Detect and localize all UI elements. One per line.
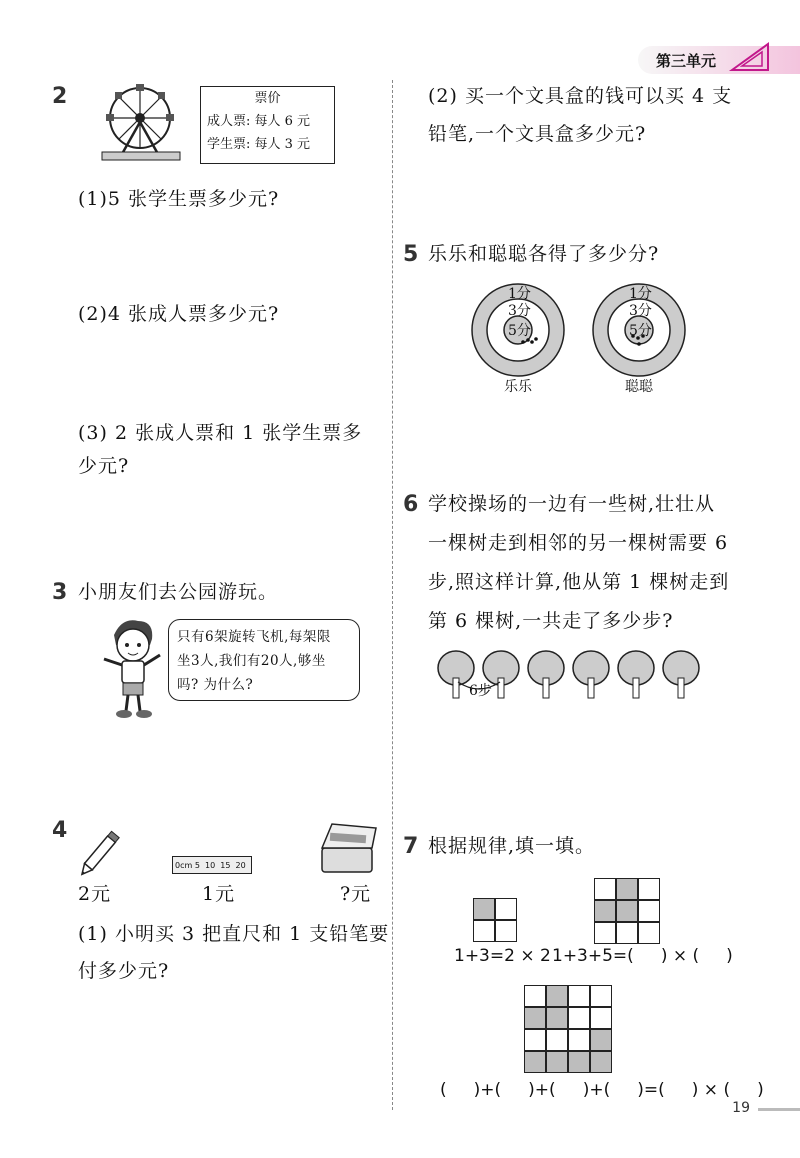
q7-text: 根据规律,填一填。 — [428, 835, 596, 857]
q2-part-3: (3) 2 张成人票和 1 张学生票多 — [78, 422, 363, 444]
tree-icon — [663, 651, 699, 698]
adult-ticket-price: 成人票: 每人 6 元 — [207, 114, 311, 129]
congcong-ring-3: 3分 — [629, 303, 652, 319]
ruler-price: 1元 — [202, 883, 236, 905]
price-box-title: 票价 — [254, 91, 281, 106]
q6-line-3: 步,照这样计算,他从第 1 棵树走到 — [428, 571, 730, 593]
bubble-line-2: 坐3人,我们有20人,够坐 — [177, 653, 326, 669]
q2-part-3-cont: 少元? — [78, 455, 130, 477]
q3-text: 小朋友们去公园游玩。 — [78, 581, 279, 603]
ticket-price-box — [200, 86, 335, 164]
pencil-case-price: ?元 — [340, 883, 372, 905]
pencil-case-icon — [316, 820, 378, 878]
ferris-wheel-icon — [100, 82, 184, 162]
grid-3x3 — [594, 878, 660, 944]
q4-part-1-cont: 付多少元? — [78, 960, 170, 982]
question-6-number: 6 — [403, 492, 419, 517]
grid-2x2 — [473, 898, 517, 942]
q5-text: 乐乐和聪聪各得了多少分? — [428, 243, 660, 265]
bubble-line-3: 吗? 为什么? — [177, 677, 254, 693]
q6-line-4: 第 6 棵树,一共走了多少步? — [428, 610, 674, 632]
ruler-icon: 0cm 5 10 15 20 — [172, 856, 252, 874]
pencil-icon — [76, 826, 128, 878]
question-2-number: 2 — [52, 84, 68, 109]
lele-ring-3: 3分 — [508, 303, 531, 319]
question-5-number: 5 — [403, 242, 419, 267]
q4-part-2-cont: 铅笔,一个文具盒多少元? — [428, 123, 647, 145]
lele-ring-5: 5分 — [508, 323, 531, 339]
page-number-rule — [758, 1108, 800, 1111]
page-number: 19 — [732, 1100, 750, 1116]
speech-bubble — [168, 619, 360, 701]
tree-icon — [573, 651, 609, 698]
lele-name: 乐乐 — [504, 379, 532, 395]
triangle-ruler-icon — [728, 40, 772, 74]
congcong-ring-1: 1分 — [629, 286, 652, 302]
tree-icon — [528, 651, 564, 698]
boy-figure-icon — [92, 615, 172, 720]
student-ticket-price: 学生票: 每人 3 元 — [207, 137, 311, 152]
q6-line-2: 一棵树走到相邻的另一棵树需要 6 — [428, 532, 729, 554]
q4-part-2: (2) 买一个文具盒的钱可以买 4 支 — [428, 85, 733, 107]
bubble-line-1: 只有6架旋转飞机,每架限 — [177, 629, 331, 645]
congcong-ring-5: 5分 — [629, 323, 652, 339]
formula-1: 1+3=2 × 2 — [454, 946, 551, 966]
tree-icon — [618, 651, 654, 698]
q6-line-1: 学校操场的一边有一些树,壮壮从 — [428, 493, 716, 515]
q4-part-1: (1) 小明买 3 把直尺和 1 支铅笔要 — [78, 923, 390, 945]
pencil-price: 2元 — [78, 883, 112, 905]
step-label: 6步 — [469, 683, 492, 699]
q2-part-2: (2)4 张成人票多少元? — [78, 303, 280, 325]
formula-2: 1+3+5=( ) × ( ) — [552, 946, 733, 966]
grid-4x4 — [524, 985, 612, 1073]
question-4-number: 4 — [52, 818, 68, 843]
question-7-number: 7 — [403, 834, 419, 859]
lele-ring-1: 1分 — [508, 286, 531, 302]
formula-3: ( )+( )+( )+( )=( ) × ( ) — [440, 1080, 764, 1100]
unit-label: 第三单元 — [656, 52, 717, 70]
congcong-name: 聪聪 — [625, 379, 653, 395]
column-divider — [392, 80, 393, 1110]
question-3-number: 3 — [52, 580, 68, 605]
q2-part-1: (1)5 张学生票多少元? — [78, 188, 280, 210]
